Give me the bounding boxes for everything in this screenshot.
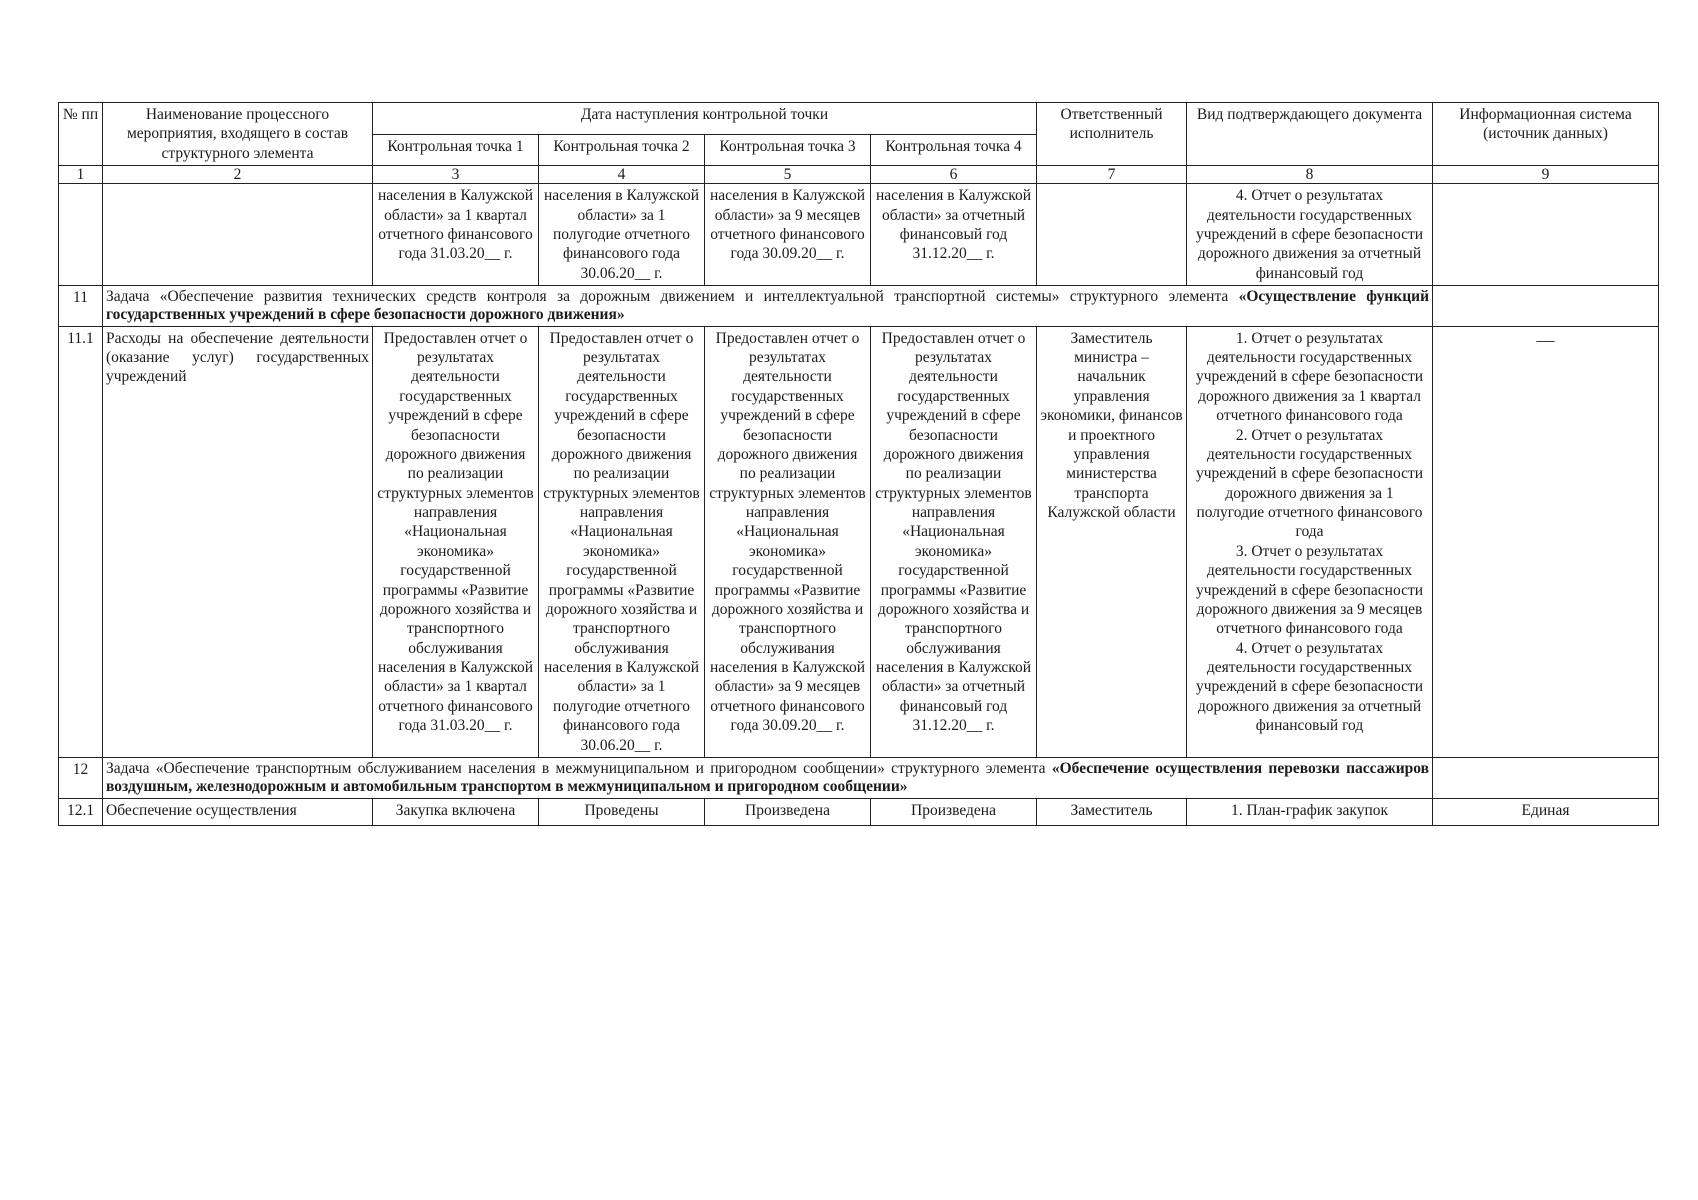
row121-cp4: Произведена <box>911 801 996 819</box>
task12-bold: «Обеспечение осуществления перевозки пассажиров воздушным, железнодорожным и автомобильным транспортом в межмуниципальном и пригородном сообщении» <box>106 759 1430 795</box>
task11-info <box>1433 286 1659 327</box>
row111-no: 11.1 <box>59 326 103 757</box>
colnum-2: 2 <box>103 166 373 184</box>
row111-info: — <box>1433 326 1659 757</box>
header-cp2: Контрольная точка 2 <box>539 134 705 166</box>
colnum-8: 8 <box>1187 166 1433 184</box>
header-responsible: Ответственный исполнитель <box>1037 103 1187 166</box>
header-cp4: Контрольная точка 4 <box>871 134 1037 166</box>
cont-cp3: населения в Калужской области» за 9 месяцев отчетного финансового года 30.09.20__ г. <box>705 184 871 286</box>
row121-cp3: Произведена <box>745 801 830 819</box>
row121-no: 12.1 <box>66 801 95 819</box>
cont-info <box>1433 184 1659 286</box>
task12-text <box>103 757 1433 798</box>
row111-name: Расходы на обеспечение деятельности (оказание услуг) государственных учреждений <box>103 326 373 757</box>
header-document: Вид подтверждающего документа <box>1187 103 1433 166</box>
table-row <box>59 326 1659 757</box>
task-row-11 <box>59 286 1659 327</box>
header-cp1: Контрольная точка 1 <box>373 134 539 166</box>
row111-doc-2: 2. Отчет о результатах деятельности государственных учреждений в сфере безопасности дорожного движения за 1 полугодие отчетного финансового года <box>1195 426 1424 541</box>
colnum-4: 4 <box>539 166 705 184</box>
header-name: Наименование процессного мероприятия, входящего в состав структурного элемента <box>103 103 373 166</box>
colnum-1: 1 <box>59 166 103 184</box>
cont-responsible <box>1037 184 1187 286</box>
table-row <box>59 184 1659 286</box>
row121-name: Обеспечение осуществления <box>106 801 297 819</box>
colnum-6: 6 <box>871 166 1037 184</box>
task12-no: 12 <box>59 757 103 798</box>
task-row-12 <box>59 757 1659 798</box>
task11-plain: Задача «Обеспечение развития технических средств контроля за дорожным движением и интеллектуальной транспортной системы» структурного элемента <box>106 288 1229 306</box>
colnum-9: 9 <box>1433 166 1659 184</box>
row121-cp2-cell <box>539 798 705 825</box>
row121-info: Единая <box>1521 801 1570 819</box>
table-row <box>59 798 1659 825</box>
row111-cp3: Предоставлен отчет о результатах деятельности государственных учреждений в сфере безопасности дорожного движения по реализации структурных элементов направления «Национальная экономика» государственной программы «Развитие дорожного хозяйства и транспортного обслуживания населения в Калужской области» за 9 месяцев отчетного финансового года 30.09.20__ г. <box>705 326 871 757</box>
header-info-system: Информационная система (источник данных) <box>1433 103 1659 166</box>
cont-cp1: населения в Калужской области» за 1 квартал отчетного финансового года 31.03.20__ г. <box>373 184 539 286</box>
cont-no <box>59 184 103 286</box>
colnum-7: 7 <box>1037 166 1187 184</box>
task12-info <box>1433 757 1659 798</box>
row111-doc-4: 4. Отчет о результатах деятельности государственных учреждений в сфере безопасности дорожного движения за отчетный финансовый год <box>1195 639 1424 735</box>
row121-cp4-cell <box>871 798 1037 825</box>
row121-name-cell <box>103 798 373 825</box>
row121-document: 1. План-график закупок <box>1230 801 1389 819</box>
colnum-5: 5 <box>705 166 871 184</box>
row121-responsible: Заместитель <box>1070 801 1153 819</box>
row111-cp4: Предоставлен отчет о результатах деятельности государственных учреждений в сфере безопасности дорожного движения по реализации структурных элементов направления «Национальная экономика» государственной программы «Развитие дорожного хозяйства и транспортного обслуживания населения в Калужской области» за отчетный финансовый год 31.12.20__ г. <box>871 326 1037 757</box>
task11-no: 11 <box>59 286 103 327</box>
row111-cp2: Предоставлен отчет о результатах деятельности государственных учреждений в сфере безопасности дорожного движения по реализации структурных элементов направления «Национальная экономика» государственной программы «Развитие дорожного хозяйства и транспортного обслуживания населения в Калужской области» за 1 полугодие отчетного финансового года 30.06.20__ г. <box>539 326 705 757</box>
cont-cp2: населения в Калужской области» за 1 полугодие отчетного финансового года 30.06.20__ г. <box>539 184 705 286</box>
task11-text <box>103 286 1433 327</box>
row111-doc-1: 1. Отчет о результатах деятельности государственных учреждений в сфере безопасности дорожного движения за 1 квартал отчетного финансового года <box>1195 329 1424 425</box>
row121-resp-cell <box>1037 798 1187 825</box>
row111-document <box>1187 326 1433 757</box>
row121-cp1: Закупка включена <box>395 801 516 819</box>
header-no: № пп <box>59 103 103 166</box>
row111-responsible: Заместитель министра – начальник управления экономики, финансов и проектного управления министерства транспорта Калужской области <box>1037 326 1187 757</box>
cont-document: 4. Отчет о результатах деятельности государственных учреждений в сфере безопасности дорожного движения за отчетный финансовый год <box>1187 184 1433 286</box>
cont-cp4: населения в Калужской области» за отчетный финансовый год 31.12.20__ г. <box>871 184 1037 286</box>
header-date: Дата наступления контрольной точки <box>373 103 1037 135</box>
header-cp3: Контрольная точка 3 <box>705 134 871 166</box>
column-numbers-row <box>59 166 1659 184</box>
row121-cp1-cell <box>373 798 539 825</box>
row121-doc-cell <box>1187 798 1433 825</box>
cont-name <box>103 184 373 286</box>
row121-info-cell <box>1433 798 1659 825</box>
header-row <box>59 103 1659 135</box>
row121-cp2: Проведены <box>584 801 659 819</box>
colnum-3: 3 <box>373 166 539 184</box>
task11-bold: «Осуществление функций государственных учреждений в сфере безопасности дорожного движения» <box>106 288 1430 323</box>
row111-doc-3: 3. Отчет о результатах деятельности государственных учреждений в сфере безопасности дорожного движения за 9 месяцев отчетного финансового года <box>1195 542 1424 638</box>
row121-no-cell <box>59 798 103 825</box>
row111-cp1: Предоставлен отчет о результатах деятельности государственных учреждений в сфере безопасности дорожного движения по реализации структурных элементов направления «Национальная экономика» государственной программы «Развитие дорожного хозяйства и транспортного обслуживания населения в Калужской области» за 1 квартал отчетного финансового года 31.03.20__ г. <box>373 326 539 757</box>
control-points-table <box>58 102 1659 826</box>
row121-cp3-cell <box>705 798 871 825</box>
task12-plain: Задача «Обеспечение транспортным обслуживанием населения в межмуниципальном и пригородном сообщении» структурного элемента <box>106 759 1046 777</box>
